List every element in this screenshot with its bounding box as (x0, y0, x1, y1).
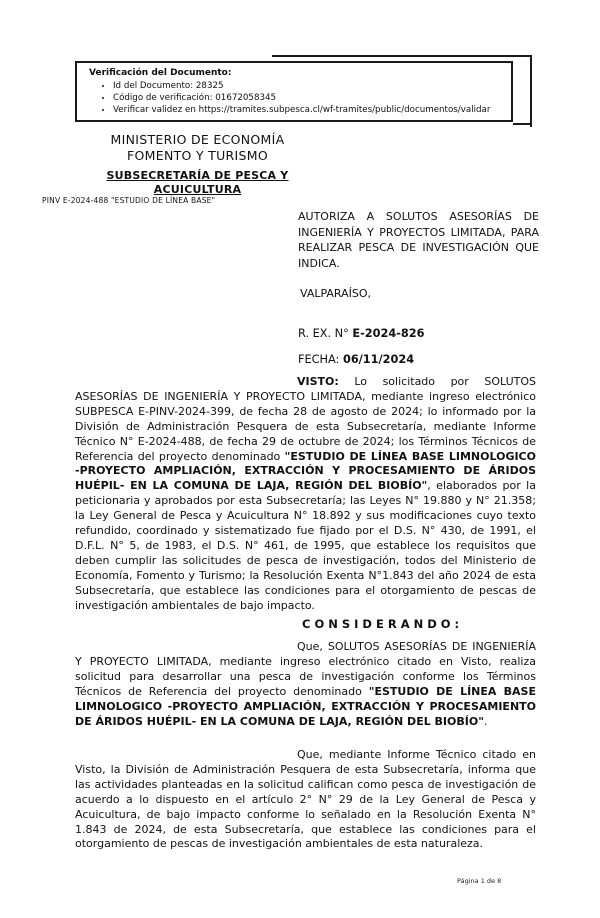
resolution-title: AUTORIZA A SOLUTOS ASESORÍAS DE INGENIERÍA Y PROYECTOS LIMITADA, PARA REALIZAR PESCA DE INVESTIGACIÓN QUE INDICA. (298, 210, 539, 270)
verification-code: • Código de verificación: 01672058345 (113, 92, 507, 104)
letterhead (40, 132, 355, 197)
ministry-name-line2: FOMENTO Y TURISMO (127, 147, 268, 163)
date-value: 06/11/2024 (342, 353, 415, 366)
visto-paragraph (75, 375, 536, 614)
visto-run-3: , elaborados por la peticionaria y aprobados por esta Subsecretaría; las Leyes N° 19.880 y N° 21.358; la Ley General de Pesca y Acuicultura N° 18.892 y sus modificaciones cuyo texto refundido, coordinado y sistematizado fue fijado por el D.S. N° 430, de 1991, el D.F.L. N° 5, de 1983, el D.S. N° 461, de 1995, que establece los requisitos que deben cumplir las solicitudes de pesca de investigación, todos del Ministerio de Economía, Fomento y Turismo; la Resolución Exenta N°1.843 del año 2024 de esta Subsecretaría, que establece las condiciones para el otorgamiento de pescas de investigación ambientales de bajo impacto. (75, 479, 536, 612)
considerando-heading: C O N S I D E R A N D O : (302, 617, 460, 631)
subsecretaria-name (40, 169, 355, 197)
subsecretaria-line2: ACUICULTURA (153, 183, 242, 196)
considerando1-run-0: Que, SOLUTOS ASESORÍAS DE INGENIERÍA Y PROYECTO LIMITADA, mediante ingreso electrónico citado en Visto, realiza solicitud para desarrollar una pesca de investigación conforme los Términos Técnicos de Referencia del proyecto denominado (75, 640, 536, 698)
visto-run-1: Lo solicitado por SOLUTOS ASESORÍAS DE INGENIERÍA Y PROYECTO LIMITADA, mediante ingreso electrónico SUBPESCA E-PINV-2024-399, de fecha 28 de agosto de 2024; lo informado por la División de Administración Pesquera de esta Subsecretaría, mediante Informe Técnico N° E-2024-488, de fecha 29 de octubre de 2024; los Términos Técnicos de Referencia del proyecto denominado (75, 375, 536, 463)
page-indicator: Página 1 de 8 (457, 877, 502, 885)
considerando1-project-title: "ESTUDIO DE LÍNEA BASE LIMNOLOGICO -PROYECTO AMPLIACIÓN, EXTRACCIÓN Y PROCESAMIENTO DE ÁRIDOS HUÉPIL- EN LA COMUNA DE LAJA, REGIÓN DEL BIOBÍO" (75, 684, 536, 728)
verification-url: • Verificar validez en https://tramites.subpesca.cl/wf-tramites/public/documentos/validar (113, 104, 507, 116)
resolution-number-label: R. EX. N° (298, 327, 353, 340)
considerando1-run-2: . (483, 714, 488, 728)
considerando-paragraph-2: Que, mediante Informe Técnico citado en Visto, la División de Administración Pesquera de esta Subsecretaría, informa que las actividades planteadas en la solicitud califican como pesca de investigación de acuerdo a lo dispuesto en el artículo 2° N° 29 de la Ley General de Pesca y Acuicultura, de bajo impacto conforme lo señalado en la Resolución Exenta N° 1.843 de 2024, de esta Subsecretaría, que establece las condiciones para el otorgamiento de pescas de investigación ambientales de esta naturaleza. (75, 748, 536, 851)
date-line (298, 353, 414, 366)
visto-label: VISTO: (297, 375, 339, 388)
verification-list (113, 80, 507, 116)
verification-box (75, 61, 513, 122)
ministry-name-line1: MINISTERIO DE ECONOMÍA (110, 132, 285, 147)
verification-document-id: • Id del Documento: 28325 (113, 80, 507, 92)
resolution-number-value: E-2024-826 (352, 327, 425, 340)
verification-box-title: Verificación del Documento: (89, 68, 232, 78)
resolution-number-line (298, 327, 425, 340)
verification-box-outer-outline-stub (513, 123, 532, 125)
subsecretaria-line1: SUBSECRETARÍA DE PESCA Y (106, 169, 289, 182)
date-label: FECHA: (298, 353, 343, 366)
visto-project-title: "ESTUDIO DE LÍNEA BASE LIMNOLOGICO -PROYECTO AMPLIACIÓN, EXTRACCIÓN Y PROCESAMIENTO DE ÁRIDOS HUÉPIL- EN LA COMUNA DE LAJA, REGIÓN DEL BIOBÍO" (75, 449, 536, 493)
considerando-paragraph-1 (75, 640, 536, 729)
city-line: VALPARAÍSO, (300, 287, 372, 300)
project-reference: PINV E-2024-488 "ESTUDIO DE LÍNEA BASE" (42, 196, 216, 205)
